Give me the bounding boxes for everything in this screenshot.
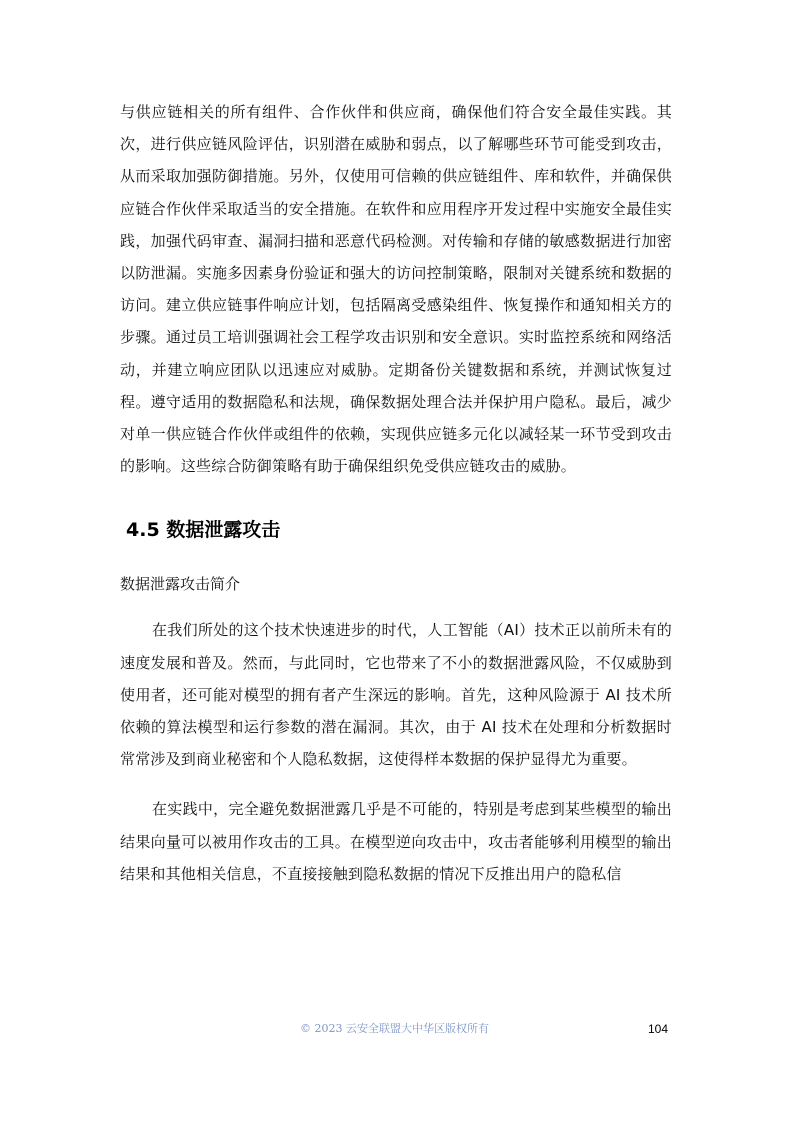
body-paragraph-practice: 在实践中，完全避免数据泄露几乎是不可能的，特别是考虑到某些模型的输出结果向量可以被用作攻击的工具。在模型逆向攻击中，攻击者能够利用模型的输出结果和其他相关信息，不直接接触到隐私数据的情况下反推出用户的隐私信: [120, 800, 672, 883]
page-content: [120, 96, 672, 890]
subheading: 数据泄露攻击简介: [120, 575, 241, 594]
body-paragraph-intro: 在我们所处的这个技术快速进步的时代，人工智能（AI）技术正以前所未有的速度发展和普及。然而，与此同时，它也带来了不小的数据泄露风险，不仅威胁到使用者，还可能对模型的拥有者产生深远的影响。首先，这种风险源于 AI 技术所依赖的算法模型和运行参数的潜在漏洞。其次，由于 AI 技术在处理和分析数据时常常涉及到商业秘密和个人隐私数据，这使得样本数据的保护显得尤为重要。: [120, 621, 672, 769]
page-number: 104: [647, 1022, 668, 1036]
section-heading: 4.5 数据泄露攻击: [126, 519, 281, 542]
body-paragraph-continued: 与供应链相关的所有组件、合作伙伴和供应商，确保他们符合安全最佳实践。其次，进行供应链风险评估，识别潜在威胁和弱点，以了解哪些环节可能受到攻击，从而采取加强防御措施。另外，仅使用可信赖的供应链组件、库和软件，并确保供应链合作伙伴采取适当的安全措施。在软件和应用程序开发过程中实施安全最佳实践，加强代码审查、漏洞扫描和恶意代码检测。对传输和存储的敏感数据进行加密以防泄漏。实施多因素身份验证和强大的访问控制策略，限制对关键系统和数据的访问。建立供应链事件响应计划，包括隔离受感染组件、恢复操作和通知相关方的步骤。通过员工培训强调社会工程学攻击识别和安全意识。实时监控系统和网络活动，并建立响应团队以迅速应对威胁。定期备份关键数据和系统，并测试恢复过程。遵守适用的数据隐私和法规，确保数据处理合法并保护用户隐私。最后，减少对单一供应链合作伙伴或组件的依赖，实现供应链多元化以减轻某一环节受到攻击的影响。这些综合防御策略有助于确保组织免受供应链攻击的威胁。: [120, 103, 672, 476]
copyright-notice: © 2023 云安全联盟大中华区版权所有: [300, 1022, 489, 1035]
page-footer: [120, 1020, 672, 1040]
